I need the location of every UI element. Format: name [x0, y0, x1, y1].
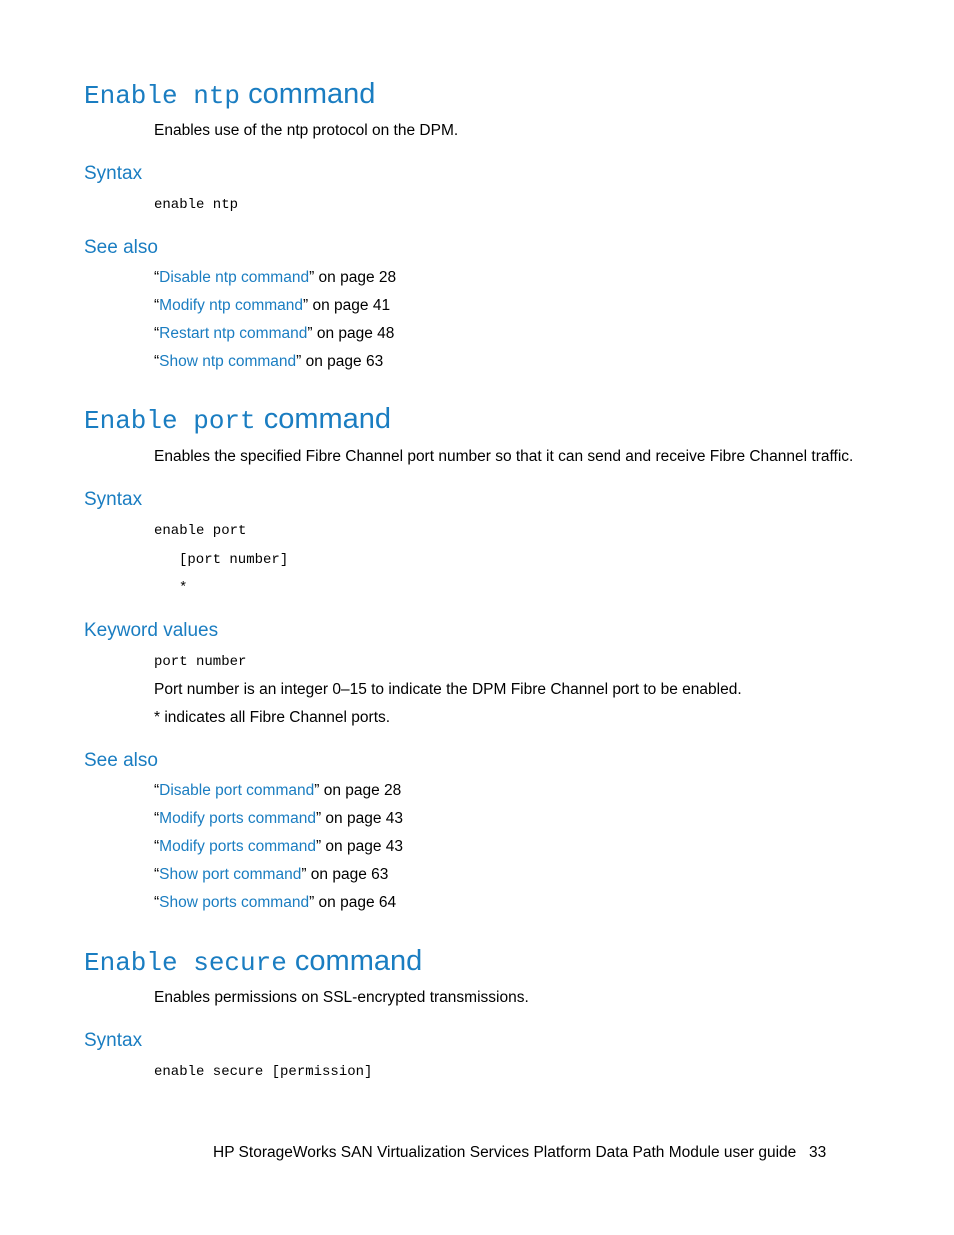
- title-command-name: Enable port: [84, 406, 256, 436]
- cross-reference-link[interactable]: Modify ports command: [159, 838, 316, 855]
- syntax-line: enable secure [permission]: [154, 1064, 373, 1080]
- cross-reference-link[interactable]: Disable ntp command: [159, 269, 310, 286]
- cross-reference-link[interactable]: Show ports command: [159, 894, 310, 911]
- title-command-name: Enable secure: [84, 948, 287, 978]
- syntax-heading: Syntax: [84, 489, 143, 510]
- section-description: Enables permissions on SSL-encrypted transmissions.: [154, 989, 529, 1006]
- see-also-heading: See also: [84, 750, 158, 771]
- section-description: Enables use of the ntp protocol on the DPM.: [154, 122, 459, 139]
- keyword-description: Port number is an integer 0–15 to indicate the DPM Fibre Channel port to be enabled.: [154, 681, 742, 698]
- title-command-name: Enable ntp: [84, 81, 241, 111]
- see-also-item: “Disable port command” on page 28: [154, 782, 402, 799]
- cross-reference-link[interactable]: Restart ntp command: [159, 325, 308, 342]
- see-also-item: “Modify ports command” on page 43: [154, 810, 403, 827]
- cross-reference-link[interactable]: Show ntp command: [159, 353, 297, 370]
- see-also-item: “Disable ntp command” on page 28: [154, 269, 397, 286]
- syntax-line: *: [179, 580, 188, 596]
- see-also-item: “Restart ntp command” on page 48: [154, 325, 395, 342]
- section-title-enable-port: [84, 403, 391, 437]
- see-also-item: “Show ntp command” on page 63: [154, 353, 384, 370]
- keyword-name: port number: [154, 654, 247, 670]
- title-command-word: command: [248, 78, 376, 110]
- title-command-word: command: [263, 403, 392, 435]
- syntax-heading: Syntax: [84, 1030, 143, 1051]
- see-also-item: “Show port command” on page 63: [154, 866, 389, 883]
- cross-reference-link[interactable]: Modify ports command: [159, 810, 316, 827]
- see-also-item: “Modify ntp command” on page 41: [154, 297, 391, 314]
- section-title-enable-ntp: [84, 78, 375, 112]
- footer-guide-title: HP StorageWorks SAN Virtualization Services Platform Data Path Module user guide: [213, 1144, 797, 1161]
- cross-reference-link[interactable]: Modify ntp command: [159, 297, 304, 314]
- syntax-line: enable ntp: [154, 197, 239, 213]
- cross-reference-link[interactable]: Disable port command: [159, 782, 315, 799]
- syntax-heading: Syntax: [84, 163, 143, 184]
- footer-page-number: 33: [809, 1144, 827, 1161]
- cross-reference-link[interactable]: Show port command: [159, 866, 302, 883]
- syntax-line: enable port: [154, 523, 247, 539]
- section-description: Enables the specified Fibre Channel port number so that it can send and receive Fibre Channel traffic.: [154, 448, 854, 465]
- see-also-item: “Modify ports command” on page 43: [154, 838, 403, 855]
- syntax-line: [port number]: [179, 552, 289, 568]
- see-also-heading: See also: [84, 237, 158, 258]
- section-title-enable-secure: [84, 945, 422, 979]
- keyword-values-heading: Keyword values: [84, 620, 219, 641]
- keyword-note: * indicates all Fibre Channel ports.: [154, 709, 391, 726]
- see-also-item: “Show ports command” on page 64: [154, 894, 397, 911]
- title-command-word: command: [294, 945, 423, 977]
